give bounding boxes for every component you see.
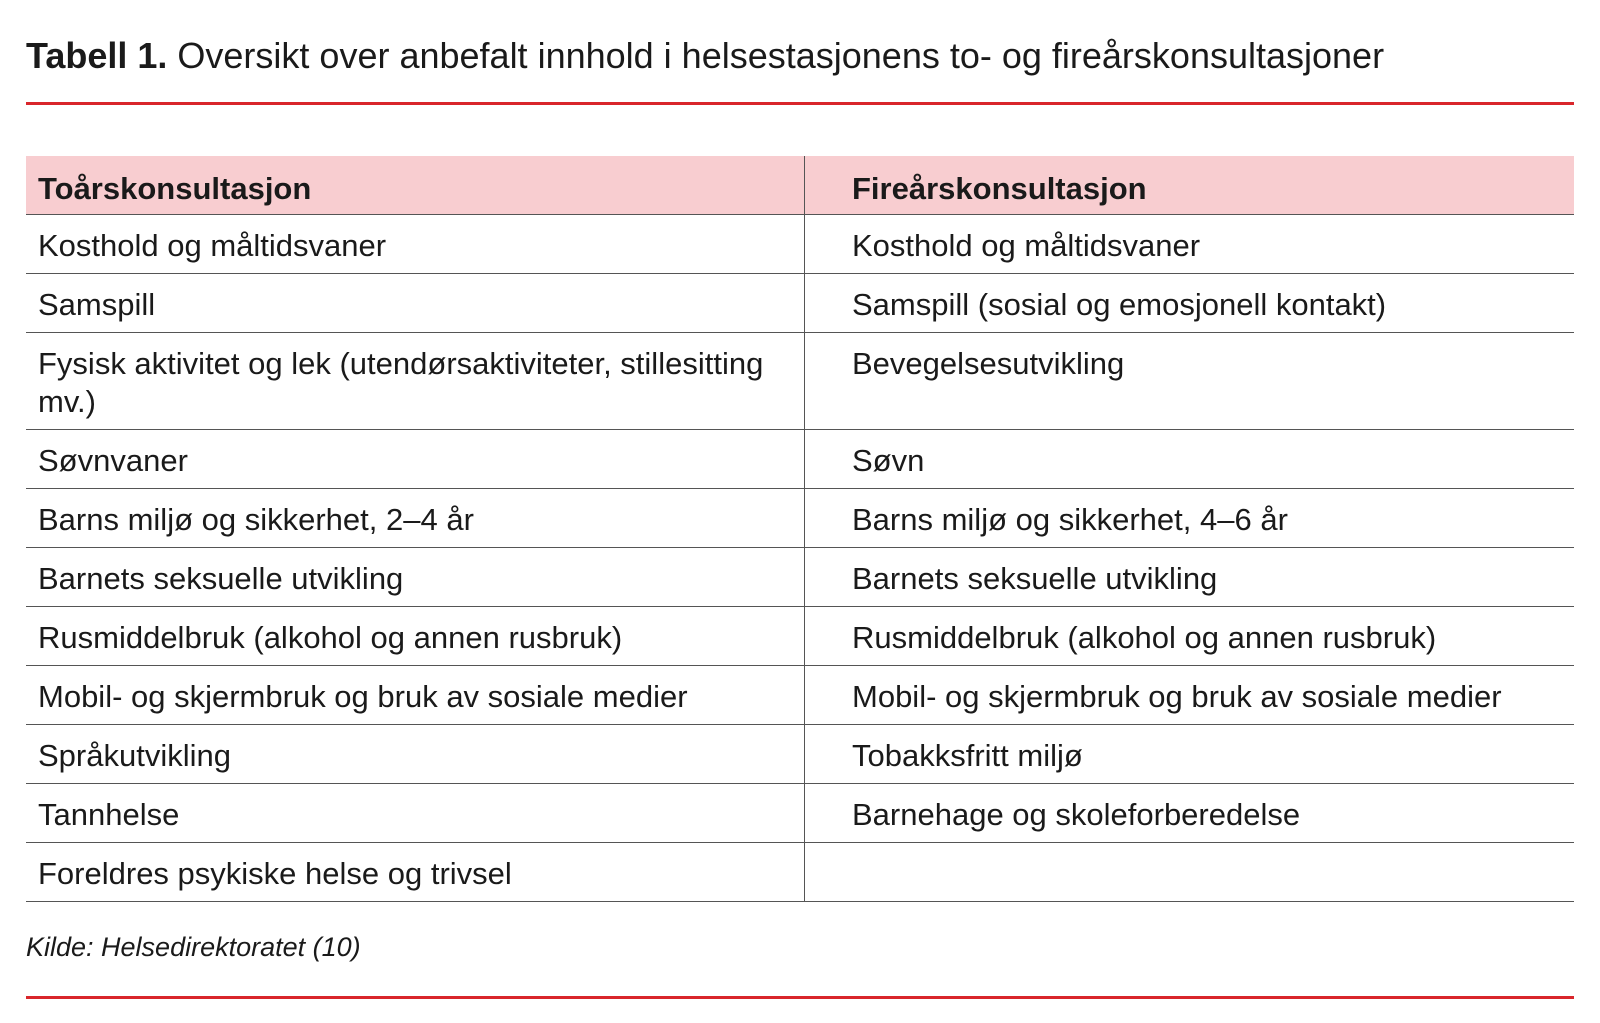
header-four-year: Fireårskonsultasjon — [852, 171, 1147, 206]
cell-four-year: Kosthold og måltidsvaner — [852, 228, 1201, 263]
cell-four-year: Samspill (sosial og emosjonell kontakt) — [852, 287, 1387, 322]
cell-four-year: Tobakksfritt miljø — [852, 738, 1083, 773]
cell-two-year: Barns miljø og sikkerhet, 2–4 år — [26, 489, 805, 547]
cell-four-year: Søvn — [852, 443, 925, 478]
cell-two-year: Søvnvaner — [26, 430, 805, 488]
table-row — [26, 666, 1574, 725]
table-row — [26, 843, 1574, 902]
consultation-table — [26, 156, 1574, 902]
cell-two-year: Barnets seksuelle utvikling — [26, 548, 805, 606]
cell-four-year: Barnehage og skoleforberedelse — [852, 797, 1301, 832]
table-title — [26, 34, 1384, 78]
cell-two-year: Rusmiddelbruk (alkohol og annen rusbruk) — [26, 607, 805, 665]
table-row — [26, 548, 1574, 607]
cell-four-year: Barns miljø og sikkerhet, 4–6 år — [852, 502, 1288, 537]
cell-two-year: Tannhelse — [26, 784, 805, 842]
table-row — [26, 215, 1574, 274]
table-row — [26, 607, 1574, 666]
cell-four-year: Rusmiddelbruk (alkohol og annen rusbruk) — [852, 620, 1437, 655]
cell-four-year: Bevegelsesutvikling — [852, 346, 1125, 381]
cell-four-year: Barnets seksuelle utvikling — [852, 561, 1218, 596]
cell-two-year: Fysisk aktivitet og lek (utendørsaktiviteter, stillesitting mv.) — [26, 333, 805, 429]
header-two-year: Toårskonsultasjon — [26, 156, 805, 214]
cell-four-year — [805, 843, 1574, 901]
cell-two-year: Språkutvikling — [26, 725, 805, 783]
cell-two-year: Samspill — [26, 274, 805, 332]
table-row — [26, 333, 1574, 430]
table-row — [26, 274, 1574, 333]
table-row — [26, 725, 1574, 784]
cell-two-year: Foreldres psykiske helse og trivsel — [26, 843, 805, 901]
table-header-row — [26, 156, 1574, 215]
table-caption: Oversikt over anbefalt innhold i helsestasjonens to- og fireårskonsultasjoner — [177, 35, 1385, 76]
source-note: Kilde: Helsedirektoratet (10) — [26, 932, 361, 962]
table-row — [26, 489, 1574, 548]
top-divider — [26, 102, 1574, 105]
table-row — [26, 430, 1574, 489]
table-number: Tabell 1. — [26, 35, 168, 76]
cell-two-year: Mobil- og skjermbruk og bruk av sosiale medier — [26, 666, 805, 724]
bottom-divider — [26, 996, 1574, 999]
cell-four-year: Mobil- og skjermbruk og bruk av sosiale medier — [852, 679, 1502, 714]
table-row — [26, 784, 1574, 843]
cell-two-year: Kosthold og måltidsvaner — [26, 215, 805, 273]
